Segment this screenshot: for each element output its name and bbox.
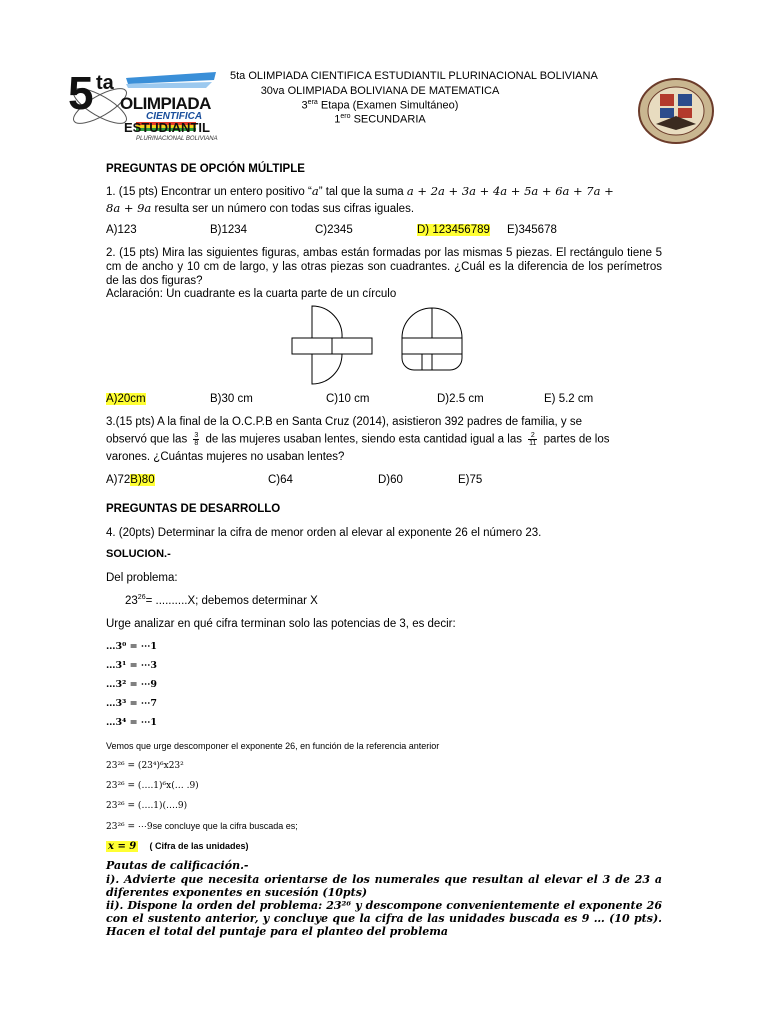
olympiad-logo	[66, 66, 216, 146]
power-line-0: …3⁰ = ⋯1	[106, 641, 157, 652]
header-line-3: $3^{era}$ Etapa (Examen Simultáneo)	[301, 99, 459, 112]
q1-option-e: E)345678	[507, 224, 557, 236]
q3-option-a: A)72	[106, 474, 131, 486]
q2-option-b: B)30 cm	[210, 393, 253, 405]
q1-option-d: D) 123456789	[417, 224, 490, 236]
q3-line-1: 3.(15 pts) A la final de la O.C.P.B en Santa Cruz (2014), asistieron 392 padres de familia, y se	[106, 416, 583, 428]
q3-option-e: E)75	[458, 474, 483, 486]
logo-plurinacional: PLURINACIONAL BOLIVIANA	[136, 136, 218, 142]
q3-line-2: observó que las $\frac{3}{8}$ de las mujeres usaban lentes, siendo esta cantidad igual a las $\frac{2}{11}$ partes de los	[106, 432, 610, 447]
fraction-2-11: $\frac{2}{11}$	[529, 432, 537, 447]
solution-label: SOLUCION.-	[106, 548, 171, 560]
q1-option-a: A)123	[106, 224, 137, 236]
q1-line-1: 1. (15 pts) Encontrar un entero positivo “a” tal que la suma a + 2a + 3a + 4a + 5a + 6a + 7a +	[106, 184, 614, 198]
q4-statement: 4. (20pts) Determinar la cifra de menor orden al elevar al exponente 26 el número 23.	[106, 527, 542, 539]
step-line-4: 23²⁶ = ⋯9se concluye que la cifra buscada es;	[106, 821, 298, 832]
q3-option-b: B)80	[130, 474, 155, 486]
q3-options-ab	[106, 474, 155, 486]
q1-line-2: 8a + 9a resulta ser un número con todas sus cifras iguales.	[106, 201, 415, 215]
answer-value: x = 9	[108, 841, 137, 852]
pautas-title: Pautas de calificación.-	[106, 859, 249, 872]
equation-23-26: $23^{26}= ..........X$; debemos determinar X	[125, 594, 318, 607]
logo-cientifica: CIENTIFICA	[146, 111, 203, 122]
power-line-1: …3¹ = ⋯3	[106, 660, 157, 671]
power-line-3: …3³ = ⋯7	[106, 698, 157, 709]
q3-option-c: C)64	[268, 474, 293, 486]
vemos-text: Vemos que urge descomponer el exponente 26, en función de la referencia anterior	[106, 741, 440, 751]
q2-text: 2. (15 pts) Mira las siguientes figuras, ambas están formadas por las mismas 5 piezas. El rectángulo tiene 5 cm de ancho y 10 cm de largo, y las otras piezas son cuadrantes. ¿Cuál es la diferencia de los perímetros de las dos figuras?	[106, 247, 662, 287]
q3-option-d: D)60	[378, 474, 403, 486]
q2-figures	[280, 302, 500, 386]
logo-five: 5	[68, 67, 94, 119]
logo-ta: ta	[96, 72, 114, 94]
institution-seal	[638, 78, 714, 144]
step-line-3: 23²⁶ = (….1)(….9)	[106, 801, 188, 811]
urge-text: Urge analizar en qué cifra terminan solo las potencias de 3, es decir:	[106, 618, 456, 630]
logo-olimpiada: OLIMPIADA	[120, 94, 211, 113]
answer-line	[106, 840, 249, 852]
step-line-2: 23²⁶ = (….1)⁶x(… .9)	[106, 781, 199, 791]
mc-section-title: PREGUNTAS DE OPCIÓN MÚLTIPLE	[106, 163, 305, 175]
header-line-2: 30va OLIMPIADA BOLIVIANA DE MATEMATICA	[260, 85, 500, 97]
header-line-1: 5ta OLIMPIADA CIENTIFICA ESTUDIANTIL PLURINACIONAL BOLIVIANA	[230, 70, 598, 82]
fraction-3-8: $\frac{3}{8}$	[194, 432, 199, 447]
power-line-4: …3⁴ = ⋯1	[106, 717, 157, 728]
seal-graphic	[638, 78, 714, 144]
logo-estudiantil: ESTUDIANTIL	[124, 120, 210, 135]
step-line-1: 23²⁶ = (23⁴)⁶x23²	[106, 761, 184, 771]
header-line-4: $1^{ero}$ SECUNDARIA	[334, 113, 426, 126]
pauta-1: i). Advierte que necesita orientarse de los numerales que resultan al elevar el 3 de 23 a diferentes exponentes en sucesión (10pts)	[106, 873, 662, 899]
q2-option-e: E) 5.2 cm	[544, 393, 594, 405]
dev-section-title: PREGUNTAS DE DESARROLLO	[106, 503, 281, 515]
quadrant-figures-diagram	[280, 302, 500, 386]
del-problema: Del problema:	[106, 572, 178, 584]
q1-option-c: C)2345	[315, 224, 353, 236]
q2-option-d: D)2.5 cm	[437, 393, 484, 405]
answer-note: ( Cifra de las unidades)	[149, 841, 249, 851]
q2-option-c: C)10 cm	[326, 393, 370, 405]
q3-line-3: varones. ¿Cuántas mujeres no usaban lentes?	[106, 451, 345, 463]
q2-note: Aclaración: Un cuadrante es la cuarta parte de un círculo	[106, 288, 397, 300]
pauta-2: ii). Dispone la orden del problema: 23²⁶ y descompone convenientemente el exponente 26 con el sustento anterior, y concluye que la cifra de las unidades buscada es 9 … (10 pts). Hacen el total del puntaje para el planteo del problema	[106, 899, 662, 938]
q2-option-a: A)20cm	[106, 393, 146, 405]
power-line-2: …3² = ⋯9	[106, 679, 157, 690]
q1-option-b: B)1234	[210, 224, 248, 236]
